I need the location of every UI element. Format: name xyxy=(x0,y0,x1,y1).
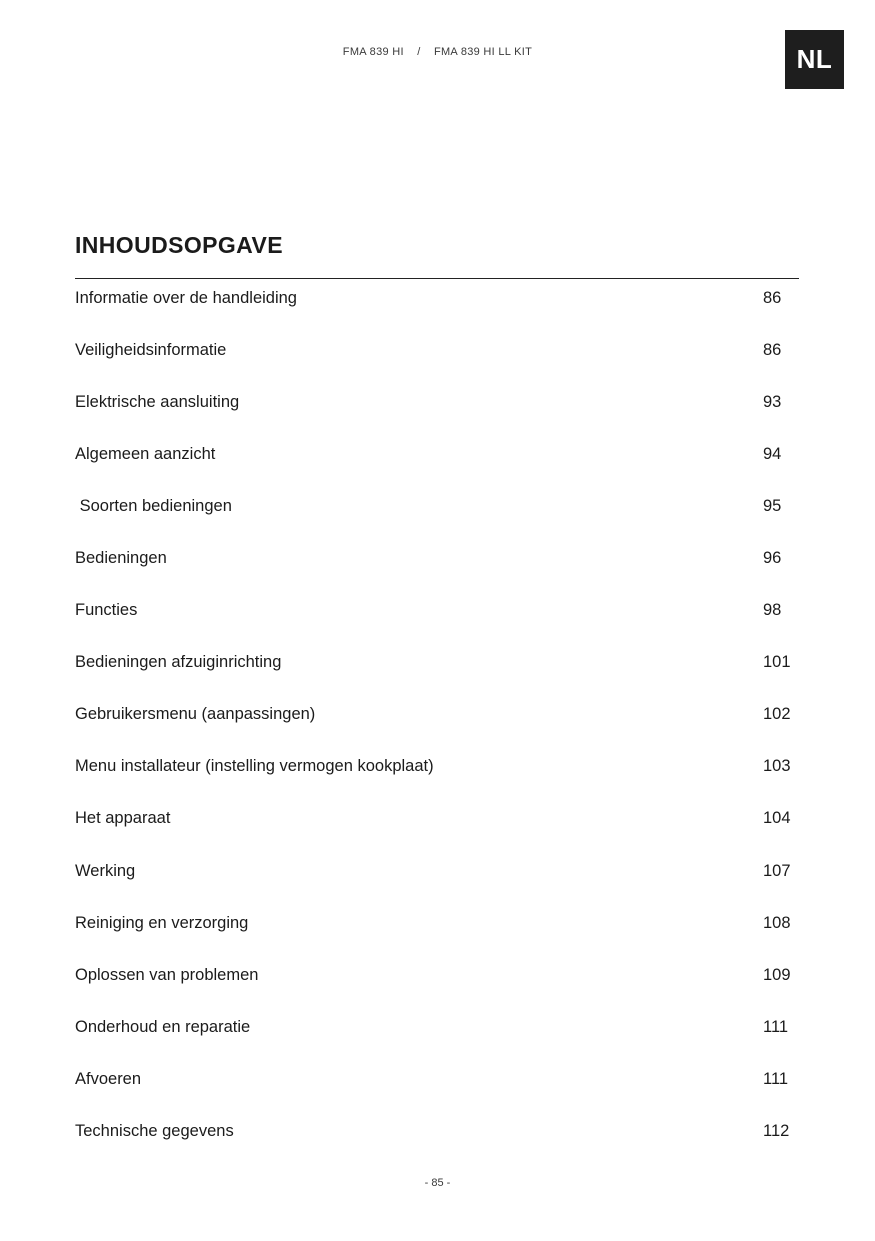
toc-entry-page: 102 xyxy=(763,705,791,724)
toc-entry-label: Functies xyxy=(75,601,138,620)
toc-entry-page: 95 xyxy=(763,497,782,516)
toc-entry-page: 98 xyxy=(763,601,782,620)
toc-entry-page: 86 xyxy=(763,289,782,307)
toc-entry[interactable] xyxy=(75,806,795,858)
toc-entry-page: 86 xyxy=(763,341,782,360)
toc-entry[interactable] xyxy=(75,390,795,442)
toc-list xyxy=(75,286,795,1171)
toc-entry-page: 104 xyxy=(763,809,791,828)
toc-entry-label: Technische gegevens xyxy=(75,1121,234,1140)
model-separator: / xyxy=(417,46,421,58)
toc-entry-page: 101 xyxy=(763,653,791,672)
toc-entry[interactable] xyxy=(75,911,795,963)
header-model-names xyxy=(0,46,875,58)
toc-entry[interactable] xyxy=(75,442,795,494)
toc-entry-page: 93 xyxy=(763,393,782,412)
page-number: - 85 - xyxy=(424,1177,451,1189)
toc-entry-page: 111 xyxy=(763,1017,789,1036)
toc-entry[interactable] xyxy=(75,598,795,650)
toc-entry[interactable] xyxy=(75,338,795,390)
toc-entry[interactable] xyxy=(75,1015,795,1067)
toc-entry[interactable] xyxy=(75,1067,795,1119)
toc-entry-label: Bedieningen afzuiginrichting xyxy=(75,653,282,672)
toc-entry-label: Veiligheidsinformatie xyxy=(75,341,227,360)
toc-entry[interactable] xyxy=(75,963,795,1015)
toc-entry[interactable] xyxy=(75,546,795,598)
toc-entry-label: Afvoeren xyxy=(75,1069,142,1088)
toc-entry[interactable] xyxy=(75,859,795,911)
toc-entry-page: 109 xyxy=(763,965,791,984)
toc-entry-label: Onderhoud en reparatie xyxy=(75,1017,251,1036)
toc-entry[interactable] xyxy=(75,1119,795,1171)
toc-entry[interactable] xyxy=(75,702,795,754)
model-name-secondary: FMA 839 HI LL KIT xyxy=(433,46,533,58)
toc-entry-page: 103 xyxy=(763,757,791,776)
toc-entry-page: 107 xyxy=(763,861,791,880)
toc-entry-label: Gebruikersmenu (aanpassingen) xyxy=(75,705,316,724)
language-badge: NL xyxy=(785,30,844,89)
toc-entry-page: 112 xyxy=(763,1121,790,1140)
toc-entry-label: Informatie over de handleiding xyxy=(75,289,297,307)
toc-entry-page: 108 xyxy=(763,913,791,932)
toc-entry-label: Algemeen aanzicht xyxy=(75,445,216,464)
toc-entry-page: 111 xyxy=(763,1069,789,1088)
page-title: INHOUDSOPGAVE xyxy=(75,232,283,258)
toc-entry-label: Soorten bedieningen xyxy=(75,497,232,516)
toc-entry-label: Oplossen van problemen xyxy=(75,965,259,984)
toc-entry[interactable] xyxy=(75,286,795,338)
title-divider xyxy=(75,278,799,279)
toc-entry-label: Menu installateur (instelling vermogen kookplaat) xyxy=(75,757,434,776)
toc-entry-label: Elektrische aansluiting xyxy=(75,393,240,412)
toc-entry-label: Het apparaat xyxy=(75,809,171,828)
toc-entry-page: 96 xyxy=(763,549,782,568)
toc-entry[interactable] xyxy=(75,494,795,546)
toc-entry[interactable] xyxy=(75,650,795,702)
toc-entry-label: Bedieningen xyxy=(75,549,167,568)
toc-entry[interactable] xyxy=(75,754,795,806)
toc-entry-page: 94 xyxy=(763,445,782,464)
model-name-primary: FMA 839 HI xyxy=(342,46,404,58)
toc-entry-label: Reiniging en verzorging xyxy=(75,913,249,932)
toc-entry-label: Werking xyxy=(75,861,136,880)
